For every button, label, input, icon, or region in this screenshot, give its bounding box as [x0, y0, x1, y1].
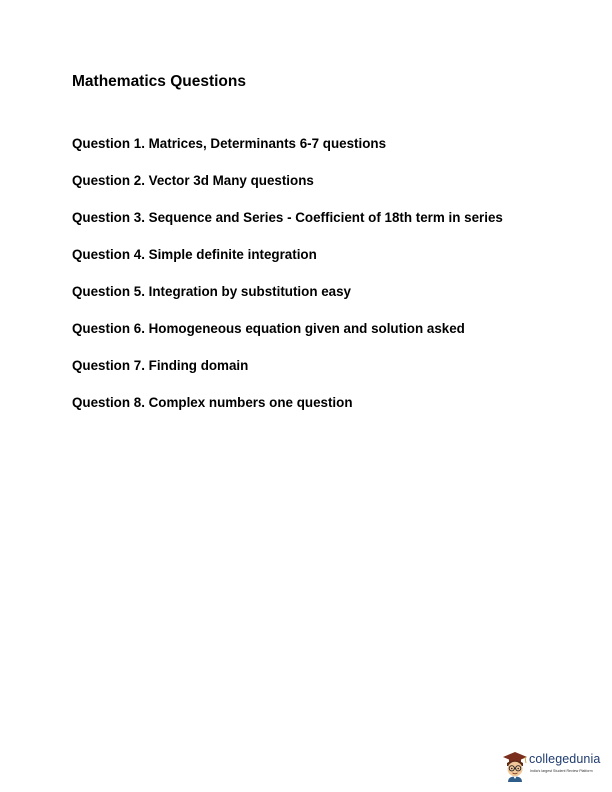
page-title: Mathematics Questions [72, 73, 246, 90]
question-1: Question 1. Matrices, Determinants 6-7 questions [72, 136, 387, 151]
question-8: Question 8. Complex numbers one question [72, 395, 353, 410]
collegedunia-logo [502, 749, 608, 785]
graduate-mascot-icon [502, 751, 528, 783]
question-3: Question 3. Sequence and Series - Coefficient of 18th term in series [72, 210, 503, 225]
question-4: Question 4. Simple definite integration [72, 247, 317, 262]
logo-brand-name: collegedunia [529, 752, 601, 766]
question-2: Question 2. Vector 3d Many questions [72, 173, 314, 188]
question-list [72, 135, 503, 431]
question-6: Question 6. Homogeneous equation given and solution asked [72, 321, 465, 336]
question-5: Question 5. Integration by substitution easy [72, 284, 352, 299]
logo-tagline: India's largest Student Review Platform [530, 769, 593, 773]
question-7: Question 7. Finding domain [72, 358, 249, 373]
